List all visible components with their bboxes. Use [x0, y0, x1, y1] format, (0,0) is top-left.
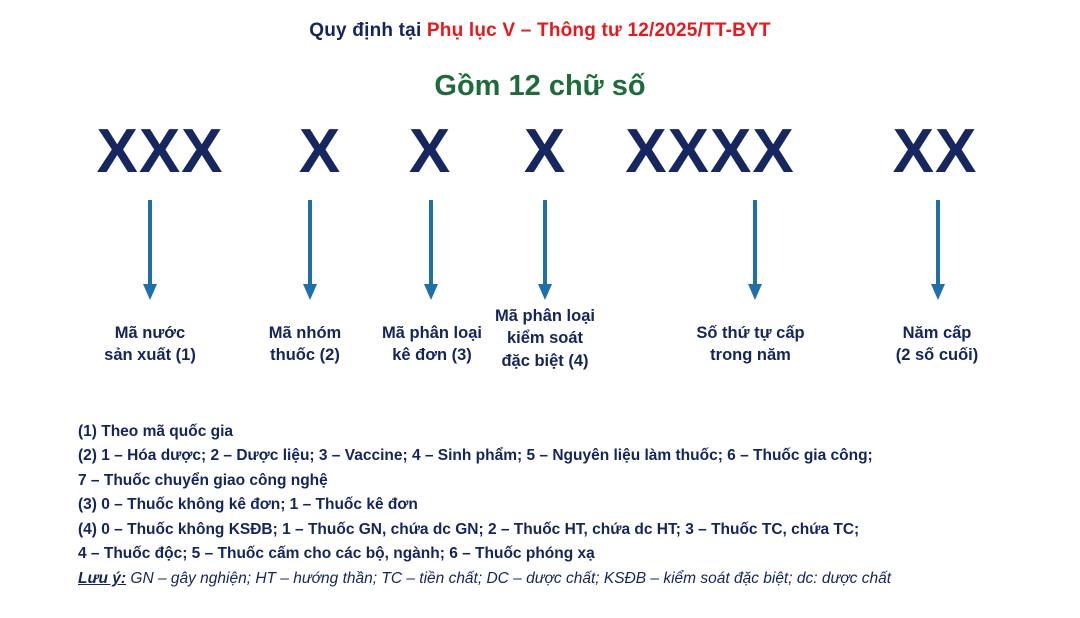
- final-note-lead: Lưu ý:: [78, 569, 127, 587]
- arrow-2-icon: [303, 200, 317, 300]
- code-groups: [60, 112, 1020, 192]
- label-line: (2 số cuối): [895, 346, 979, 365]
- arrow-head: [538, 284, 552, 300]
- subtitle: Gồm 12 chữ số: [434, 70, 646, 102]
- arrow-shaft: [308, 200, 312, 286]
- label-line: đặc biệt (4): [501, 351, 589, 370]
- label-drug-group-code: [240, 322, 370, 367]
- code-group-6-chars: XX: [892, 117, 978, 186]
- notes-block: [78, 420, 1038, 591]
- label-year-issued: [862, 322, 1012, 367]
- label-line: Mã nước: [114, 324, 186, 342]
- note-line-1: (1) Theo mã quốc gia: [78, 423, 234, 440]
- arrow-shaft: [753, 200, 757, 286]
- arrow-shaft: [543, 200, 547, 286]
- arrow-4-icon: [538, 200, 552, 300]
- arrow-shaft: [936, 200, 940, 286]
- arrow-head: [748, 284, 762, 300]
- code-group-2-chars: X: [298, 117, 342, 186]
- note-line-5: (4) 0 – Thuốc không KSĐB; 1 – Thuốc GN, chứa dc GN; 2 – Thuốc HT, chứa dc HT; 3 – Thuốc TC, chứa TC;: [78, 520, 860, 538]
- final-note-rest: GN – gây nghiện; HT – hướng thần; TC – tiền chất; DC – dược chất; KSĐB – kiểm soát đặc biệt; dc: dược chất: [126, 569, 892, 587]
- arrow-1-icon: [143, 200, 157, 300]
- title-prefix: Quy định tại: [309, 20, 427, 41]
- label-line: Năm cấp: [902, 324, 972, 342]
- arrow-shaft: [148, 200, 152, 286]
- title-highlight: Phụ lục V – Thông tư 12/2025/TT-BYT: [426, 20, 771, 41]
- arrow-3-icon: [424, 200, 438, 300]
- label-line: Số thứ tự cấp: [696, 324, 805, 342]
- label-special-control-class-code: [470, 305, 620, 372]
- code-group-4-chars: X: [523, 117, 567, 186]
- label-line: kê đơn (3): [392, 346, 472, 365]
- label-line: trong năm: [710, 346, 791, 365]
- note-line-6: 4 – Thuốc độc; 5 – Thuốc cấm cho các bộ, ngành; 6 – Thuốc phóng xạ: [78, 545, 595, 563]
- arrow-head: [931, 284, 945, 300]
- note-line-4: (3) 0 – Thuốc không kê đơn; 1 – Thuốc kê đơn: [78, 496, 418, 514]
- label-line: sản xuất (1): [104, 346, 196, 365]
- code-group-3-chars: X: [408, 117, 452, 186]
- page-title: [0, 20, 1080, 42]
- final-note: [78, 567, 1038, 591]
- label-line: Mã phân loại: [495, 307, 595, 325]
- arrow-head: [303, 284, 317, 300]
- arrow-head: [424, 284, 438, 300]
- arrow-5-icon: [748, 200, 762, 300]
- label-line: Mã phân loại: [382, 324, 482, 342]
- label-country-code: [70, 322, 230, 367]
- code-group-1-chars: XXX: [96, 117, 224, 186]
- code-group-5-chars: XXXX: [625, 117, 795, 186]
- label-line: kiểm soát: [506, 329, 584, 348]
- label-line: thuốc (2): [270, 346, 340, 365]
- note-line-3: 7 – Thuốc chuyển giao công nghệ: [78, 471, 328, 489]
- arrow-head: [143, 284, 157, 300]
- label-sequence-number: [668, 322, 833, 367]
- arrow-shaft: [429, 200, 433, 286]
- note-line-2: (2) 1 – Hóa dược; 2 – Dược liệu; 3 – Vaccine; 4 – Sinh phẩm; 5 – Nguyên liệu làm thuốc; 6 – Thuốc gia công;: [78, 447, 873, 465]
- label-line: Mã nhóm: [268, 324, 342, 342]
- arrow-6-icon: [931, 200, 945, 300]
